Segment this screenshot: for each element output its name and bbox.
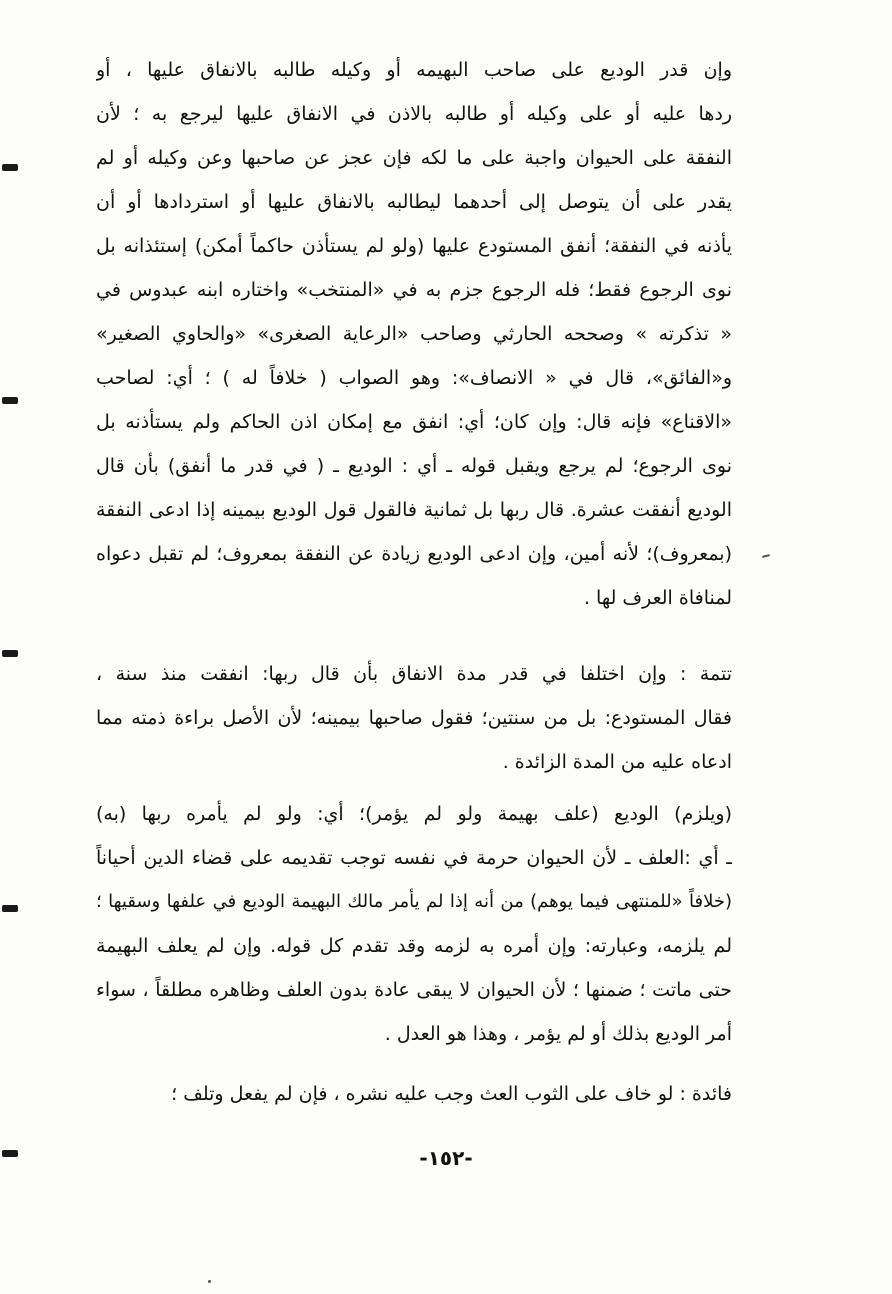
- text-line: نوى الرجوع؛ لم يرجع ويقبل قوله ـ أي : الوديع ـ ( في قدر ما أنفق) بأن قال: [96, 455, 732, 477]
- text-line: ـ أي :العلف ـ لأن الحيوان حرمة في نفسه توجب تقديمه على قضاء الدين أحياناً: [96, 847, 732, 869]
- text-line: النفقة على الحيوان واجبة على ما لكه فإن عجز عن صاحبها وعن وكيله أو لم: [96, 147, 732, 169]
- margin-binding-mark: [2, 397, 18, 404]
- scan-speck: [762, 554, 770, 558]
- text-line: (ويلزم) الوديع (علف بهيمة ولو لم يؤمر)؛ أي: ولو لم يأمره ربها (به): [96, 803, 732, 825]
- paragraph-feeding-obligation: [96, 792, 732, 1056]
- text-line: فائدة : لو خاف على الثوب العث وجب عليه نشره ، فإن لم يفعل وتلف ؛: [171, 1083, 732, 1105]
- paragraph-benefit-note: [96, 1072, 732, 1116]
- text-line: لم يلزمه، وعبارته: وإن أمره به لزمه وقد تقدم كل قوله. وإن لم يعلف البهيمة: [96, 935, 732, 957]
- margin-binding-mark: [2, 164, 18, 171]
- text-line: أمر الوديع بذلك أو لم يؤمر ، وهذا هو العدل .: [384, 1023, 732, 1045]
- text-line: و«الفائق»، قال في « الانصاف»: وهو الصواب ( خلافاً له ) ؛ أي: لصاحب: [96, 367, 732, 389]
- text-line: (بمعروف)؛ لأنه أمين، وإن ادعى الوديع زيادة عن النفقة بمعروف؛ لم تقبل دعواه: [96, 543, 732, 565]
- paragraph-completion: [96, 652, 732, 784]
- margin-binding-mark: [2, 905, 18, 912]
- text-line: وإن قدر الوديع على صاحب البهيمه أو وكيله طالبه بالانفاق عليها ، أو: [96, 59, 732, 81]
- text-line: «الاقناع» فإنه قال: وإن كان؛ أي: انفق مع إمكان اذن الحاكم ولم يستأذنه بل: [96, 411, 732, 433]
- scan-speck: [208, 1280, 211, 1283]
- text-line: يقدر على أن يتوصل إلى أحدهما ليطالبه بالانفاق عليها أو استردادها أو أن: [96, 191, 732, 213]
- text-line: حتى ماتت ؛ ضمنها ؛ لأن الحيوان لا يبقى عادة بدون العلف وظاهره مطلقاً ، سواء: [96, 979, 732, 1001]
- text-line: لمنافاة العرف لها .: [583, 587, 732, 609]
- text-line: (خلافاً «للمنتهى فيما يوهم) من أنه إذا لم يأمر مالك البهيمة الوديع في علفها وسقيها ؛: [96, 891, 732, 912]
- text-line: يأذنه في النفقة؛ أنفق المستودع عليها (ولو لم يستأذن حاكماً أمكن) إستئذانه بل: [96, 235, 732, 257]
- paragraph-deposit-expense: [96, 48, 732, 620]
- text-line: ادعاه عليه من المدة الزائدة .: [502, 751, 732, 773]
- text-line: ردها عليه أو على وكيله أو طالبه بالاذن في الانفاق عليها ليرجع به ؛ لأن: [96, 103, 732, 125]
- text-line: تتمة : وإن اختلفا في قدر مدة الانفاق بأن قال ربها: انفقت منذ سنة ،: [96, 663, 732, 685]
- page-number: -١٥٢-: [419, 1146, 473, 1170]
- text-line: الوديع أنفقت عشرة. قال ربها بل ثمانية فالقول قول الوديع بيمينه إذا ادعى النفقة: [96, 499, 732, 521]
- text-line: فقال المستودع: بل من سنتين؛ فقول صاحبها بيمينه؛ لأن الأصل براءة ذمته مما: [96, 707, 732, 729]
- text-line: نوى الرجوع فقط؛ فله الرجوع جزم به في «المنتخب» واختاره ابنه عبدوس في: [96, 279, 732, 301]
- margin-binding-mark: [2, 650, 18, 657]
- text-line: « تذكرته » وصححه الحارثي وصاحب «الرعاية الصغرى» «والحاوي الصغير»: [96, 323, 732, 345]
